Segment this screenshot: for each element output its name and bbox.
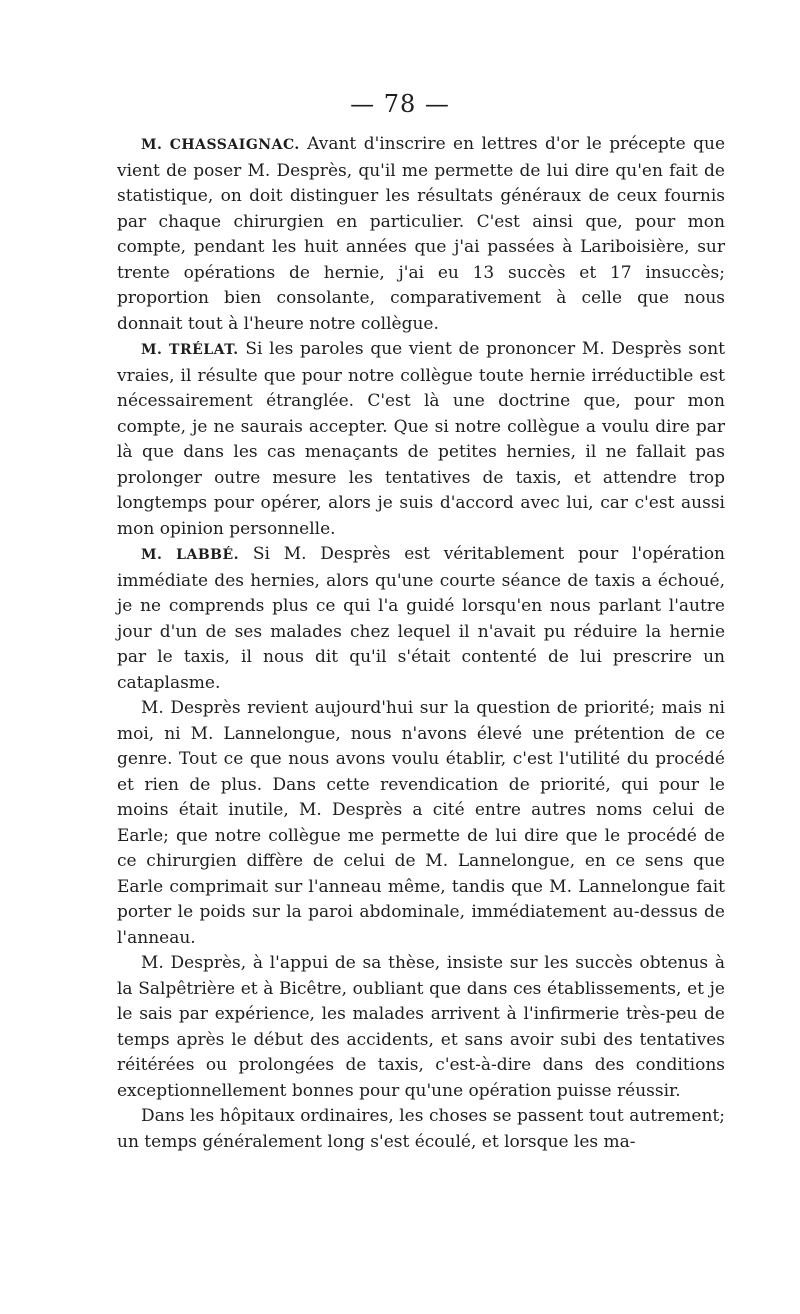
paragraph-text: M. Desprès, à l'appui de sa thèse, insiste sur les succès obtenus à la Salpêtrière et à Bicêtre, oubliant que dans ces établissements, et je le sais par expérience, les malades arrivent à l'infirmerie très-peu de temps après le début des accidents, et sans avoir subi des tentatives réitérées ou prolongées de taxis, c'est-à-dire dans des conditions exceptionnellement bonnes pour qu'une opération puisse réussir. [117, 953, 725, 1101]
page-number: — 78 — [350, 90, 450, 118]
paragraph-text: Avant d'inscrire en lettres d'or le précepte que vient de poser M. Desprès, qu'il me permette de lui dire qu'en fait de statistique, on doit distinguer les résultats généraux de ceux fournis par chaque chirurgien en particulier. C'est ainsi que, pour mon compte, pendant les huit années que j'ai passées à Lariboisière, sur trente opérations de hernie, j'ai eu 13 succès et 17 insuccès; proportion bien consolante, comparativement à celle que nous donnait tout à l'heure notre collègue. [117, 134, 726, 334]
speaker-name: M. LABBÉ. [141, 547, 240, 563]
paragraph-text: Si les paroles que vient de prononcer M. Desprès sont vraies, il résulte que pour notre collègue toute hernie irréductible est nécessairement étranglée. C'est là une doctrine que, pour mon compte, je ne saurais accepter. Que si notre collègue a voulu dire par là que dans les cas menaçants de petites hernies, il ne fallait pas prolonger outre mesure les tentatives de taxis, et attendre trop longtemps pour opérer, alors je suis d'accord avec lui, car c'est aussi mon opinion personnelle. [117, 339, 725, 539]
paragraph-priority [117, 696, 725, 951]
speaker-name: M. TRÉLAT. [141, 342, 239, 358]
body-text [117, 132, 725, 1155]
paragraph-salpetriere [117, 951, 725, 1104]
paragraph-labbe [117, 542, 725, 696]
paragraph-chassaignac [117, 132, 725, 337]
paragraph-text: Dans les hôpitaux ordinaires, les choses se passent tout autrement; un temps généralement long s'est écoulé, et lorsque les ma- [117, 1106, 725, 1152]
paragraph-trelat [117, 337, 725, 542]
paragraph-hopitaux [117, 1104, 725, 1155]
paragraph-text: M. Desprès revient aujourd'hui sur la question de priorité; mais ni moi, ni M. Lannelongue, nous n'avons élevé une prétention de ce genre. Tout ce que nous avons voulu établir, c'est l'utilité du procédé et rien de plus. Dans cette revendication de priorité, qui pour le moins était inutile, M. Desprès a cité entre autres noms celui de Earle; que notre collègue me permette de lui dire que le procédé de ce chirurgien diffère de celui de M. Lannelongue, en ce sens que Earle comprimait sur l'anneau même, tandis que M. Lannelongue fait porter le poids sur la paroi abdominale, immédiatement au-dessus de l'anneau. [117, 698, 725, 948]
paragraph-text: Si M. Desprès est véritablement pour l'opération immédiate des hernies, alors qu'une courte séance de taxis a échoué, je ne comprends plus ce qui l'a guidé lorsqu'en nous parlant l'autre jour d'un de ses malades chez lequel il n'avait pu réduire la hernie par le taxis, il nous dit qu'il s'était contenté de lui prescrire un cataplasme. [117, 544, 725, 693]
speaker-name: M. CHASSAIGNAC. [141, 137, 300, 153]
